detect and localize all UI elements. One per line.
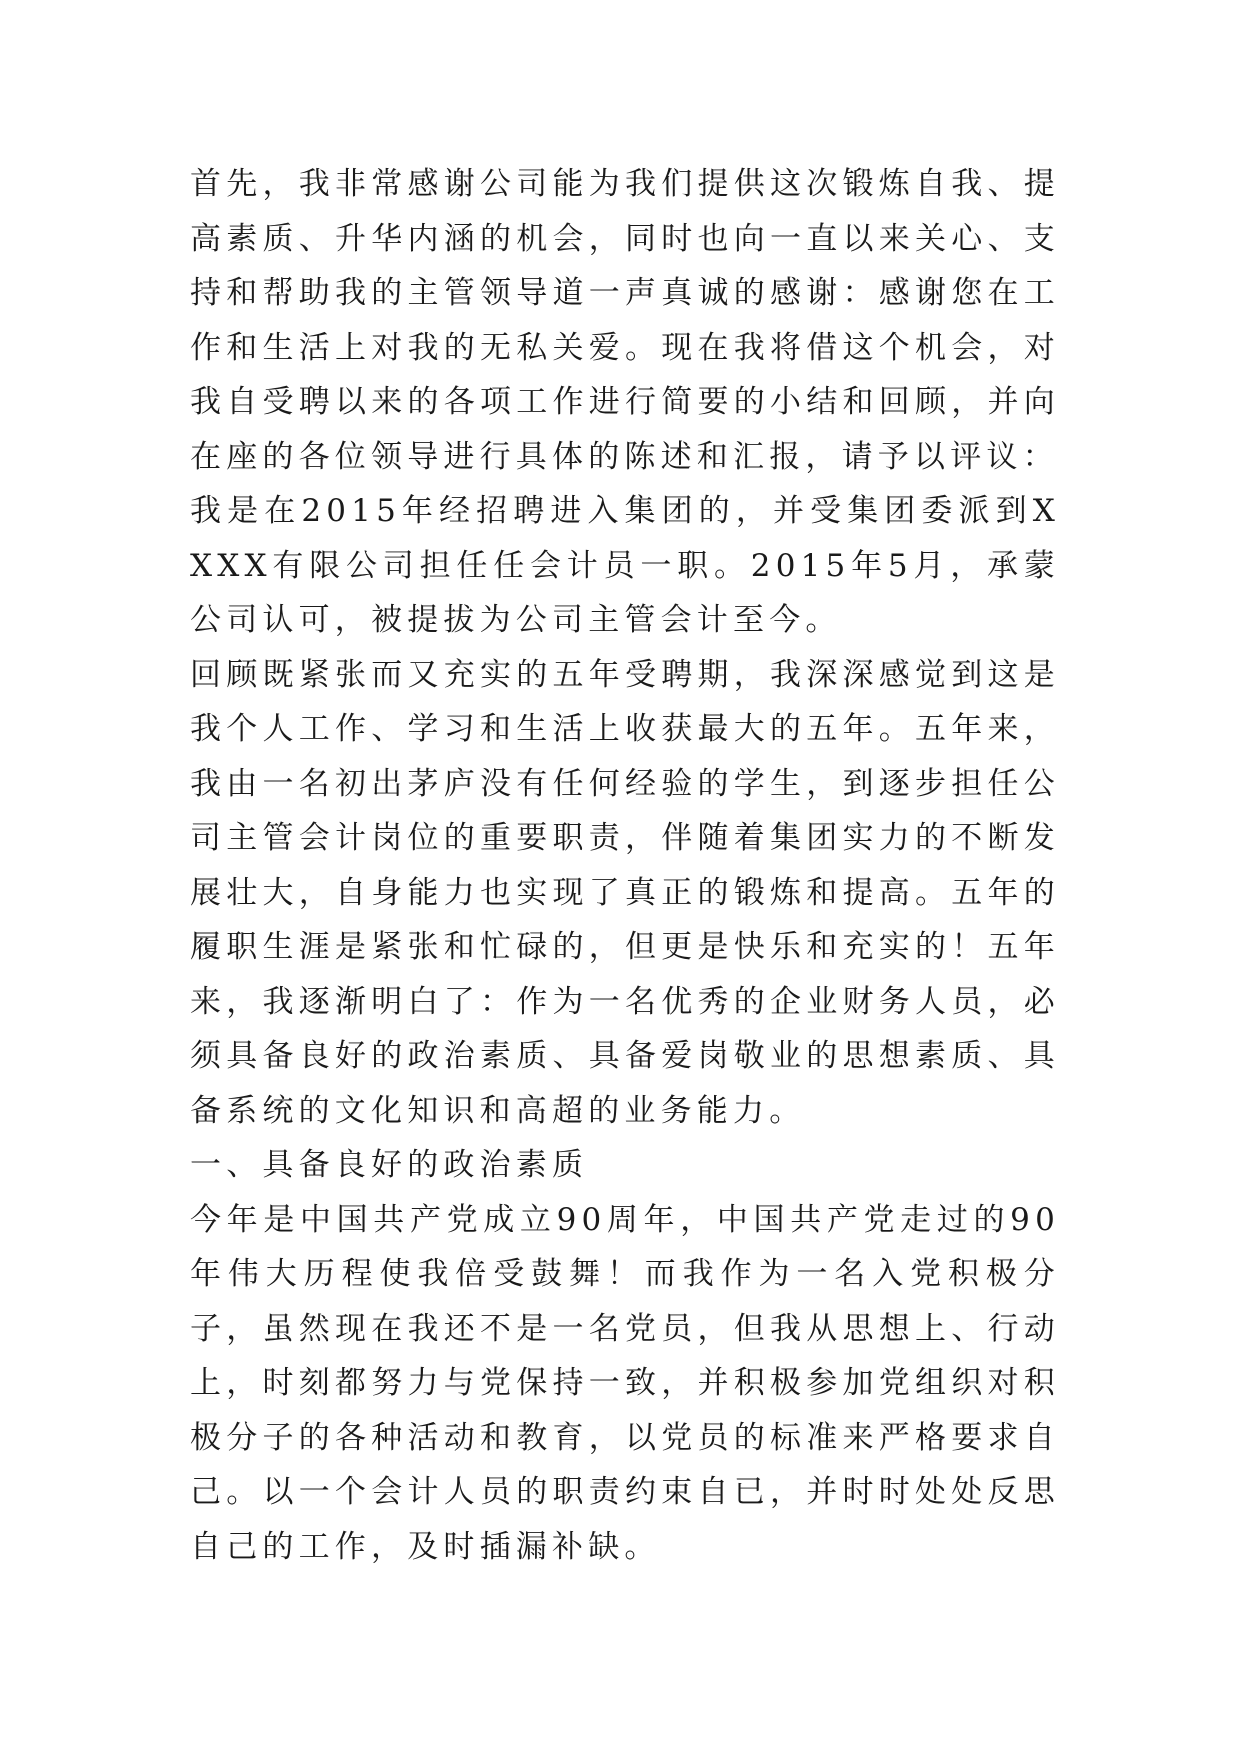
paragraph-review: 回顾既紧张而又充实的五年受聘期，我深深感觉到这是我个人工作、学习和生活上收获最大的五年。五年来，我由一名初出茅庐没有任何经验的学生，到逐步担任公司主管会计岗位的重要职责，伴随着集团实力的不断发展壮大，自身能力也实现了真正的锻炼和提高。五年的履职生涯是紧张和忙碌的，但更是快乐和充实的！五年来，我逐渐明白了：作为一名优秀的企业财务人员，必须具备良好的政治素质、具备爱岗敬业的思想素质、具备系统的文化知识和高超的业务能力。 <box>190 656 1060 1129</box>
paragraph-intro: 首先，我非常感谢公司能为我们提供这次锻炼自我、提高素质、升华内涵的机会，同时也向一直以来关心、支持和帮助我的主管领导道一声真诚的感谢：感谢您在工作和生活上对我的无私关爱。现在我将借这个机会，对我自受聘以来的各项工作进行简要的小结和回顾，并向在座的各位领导进行具体的陈述和汇报，请予以评议： <box>190 166 1060 475</box>
paragraph-employment: 我是在2015年经招聘进入集团的，并受集团委派到XXXX有限公司担任任会计员一职。2015年5月，承蒙公司认可，被提拔为公司主管会计至今。 <box>190 493 1060 638</box>
paragraph-political: 今年是中国共产党成立90周年，中国共产党走过的90年伟大历程使我倍受鼓舞！而我作为一名入党积极分子，虽然现在我还不是一名党员，但我从思想上、行动上，时刻都努力与党保持一致，并积极参加党组织对积极分子的各种活动和教育，以党员的标准来严格要求自己。以一个会计人员的职责约束自已，并时时处处反思自己的工作，及时插漏补缺。 <box>190 1201 1060 1565</box>
document-body <box>190 157 1060 1574</box>
section-heading: 一、具备良好的政治素质 <box>190 1147 589 1183</box>
